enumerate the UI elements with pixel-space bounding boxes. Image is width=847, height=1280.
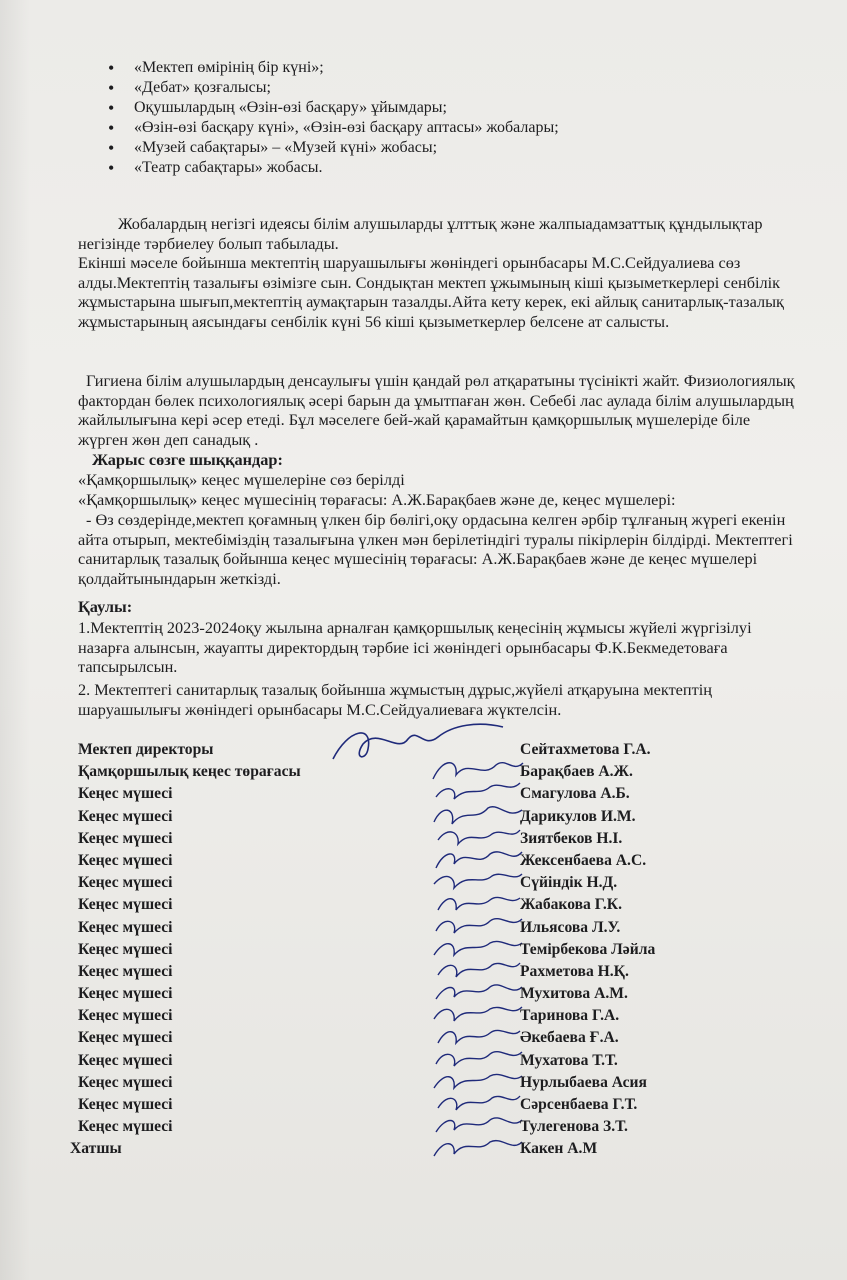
bullet-item: • «Мектеп өмірінің бір күні»; bbox=[108, 58, 559, 78]
signature-name: Смагулова А.Б. bbox=[520, 785, 630, 803]
signature-name: Тулегенова З.Т. bbox=[520, 1118, 628, 1136]
project-bullet-list bbox=[108, 58, 559, 178]
signature-name: Какен А.М bbox=[520, 1140, 598, 1158]
signature-role: Кеңес мүшесі bbox=[78, 829, 173, 847]
handwritten-signature-icon bbox=[428, 1130, 528, 1164]
signature-name: Дарикулов И.М. bbox=[520, 807, 636, 825]
paragraph-projects-idea: Жобалардың негізгі идеясы білім алушыларды ұлттық және жалпыадамзаттық құндылықтар негізінде тәрбиелеу болып табылады. bbox=[78, 214, 763, 253]
signature-role: Кеңес мүшесі bbox=[78, 874, 173, 892]
signature-role: Кеңес мүшесі bbox=[78, 1029, 173, 1047]
signature-name: Мухитова А.М. bbox=[520, 985, 628, 1003]
signature-role: Кеңес мүшесі bbox=[78, 985, 173, 1003]
signature-name: Зиятбеков Н.І. bbox=[520, 829, 623, 847]
paragraph-council-word: «Қамқоршылық» кеңес мүшелеріне сөз берілді bbox=[78, 470, 405, 489]
signature-name: Таринова Г.А. bbox=[520, 1007, 620, 1025]
signature-role: Кеңес мүшесі bbox=[78, 918, 173, 936]
signature-role: Кеңес мүшесі bbox=[78, 962, 173, 980]
signature-name: Темірбекова Ләйла bbox=[520, 940, 656, 958]
signature-table bbox=[70, 741, 778, 1163]
bullet-item: • «Өзін-өзі басқару күні», «Өзін-өзі басқару аптасы» жобалары; bbox=[108, 118, 559, 138]
signature-name: Жексенбаева А.С. bbox=[520, 851, 647, 869]
decision-item-2: 2. Мектептегі санитарлық тазалық бойынша жұмыстың дұрыс,жүйелі атқаруына мектептің шаруашылығы жөніндегі орынбасары М.С.Сейдуалиеваға жүктелсін. bbox=[78, 680, 712, 719]
signature-name: Барақбаев А.Ж. bbox=[520, 763, 633, 781]
bullet-item: • «Театр сабақтары» жобасы. bbox=[108, 158, 559, 178]
paragraph-council-chair: «Қамқоршылық» кеңес мүшесінің төрағасы: А.Ж.Барақбаев және де, кеңес мүшелері: bbox=[78, 490, 676, 509]
signature-role: Мектеп директоры bbox=[78, 741, 214, 758]
signature-role: Қамқоршылық кеңес төрағасы bbox=[78, 763, 301, 781]
decision-item-1: 1.Мектептің 2023-2024оқу жылына арналған қамқоршылық кеңесінің жұмысы жүйелі жүргізілуі назарға алынсын, жауапты директордың тәрбие ісі жөніндегі орынбасары Ф.К.Бекмедетоваға тапсырылсын. bbox=[78, 618, 752, 677]
signature-row bbox=[70, 1140, 778, 1162]
signature-role: Кеңес мүшесі bbox=[78, 896, 173, 914]
decision-heading: Қаулы: bbox=[78, 597, 133, 616]
page-shadow bbox=[0, 0, 30, 1280]
signature-role: Кеңес мүшесі bbox=[78, 785, 173, 803]
signature-name: Рахметова Н.Қ. bbox=[520, 962, 629, 980]
signature-name: Ильясова Л.У. bbox=[520, 918, 621, 936]
signature-role: Кеңес мүшесі bbox=[78, 1118, 173, 1136]
bullet-item: • Оқушылардың «Өзін-өзі басқару» ұйымдары; bbox=[108, 98, 559, 118]
signature-name: Нурлыбаева Асия bbox=[520, 1073, 647, 1091]
signature-role: Кеңес мүшесі bbox=[78, 807, 173, 825]
signature-name: Әкебаева Ғ.А. bbox=[520, 1029, 619, 1047]
signature-role: Хатшы bbox=[70, 1140, 122, 1158]
signature-role: Кеңес мүшесі bbox=[78, 1096, 173, 1113]
paragraph-speeches: - Өз сөздерінде,мектеп қоғамның үлкен бір бөлігі,оқу ордасына келген әрбір тұлғаның жүрегі екенін айта отырып, мектебіміздің тазалығына үлкен мән берілетіндігі туралы пікірлерін білдірді. Мектептегі санитарлық тазалық бойынша кеңес мүшесінің төрағасы: А.Ж.Барақбаев және де кеңес мүшелері қолдайтынындарын жеткізді. bbox=[78, 510, 793, 588]
signature-role: Кеңес мүшесі bbox=[78, 940, 173, 958]
signature-role: Кеңес мүшесі bbox=[78, 1073, 173, 1091]
signature-role: Кеңес мүшесі bbox=[78, 851, 173, 869]
signature-role: Кеңес мүшесі bbox=[78, 1007, 173, 1025]
bullet-item: • «Дебат» қозғалысы; bbox=[108, 78, 559, 98]
speakers-heading: Жарыс сөзге шыққандар: bbox=[92, 450, 283, 469]
bullet-item: • «Музей сабақтары» – «Музей күні» жобасы; bbox=[108, 138, 559, 158]
signature-name: Жабакова Г.К. bbox=[520, 896, 622, 914]
signature-name: Сәрсенбаева Г.Т. bbox=[520, 1096, 638, 1113]
paragraph-second-issue: Екінші мәселе бойынша мектептің шаруашылығы жөніндегі орынбасары М.С.Сейдуалиева сөз алды.Мектептің тазалығы өзімізге сын. Сондықтан мектеп ұжымының кіші қызыметкерлері сенбілік жұмыстарына шығып,мектептің аумақтарын тазалды.Айта кету керек, екі айлық санитарлық-тазалық жұмыстарының аясындағы сенбілік күні 56 кіші қызыметкерлер белсене ат салысты. bbox=[78, 253, 784, 331]
signature-name: Мухатова Т.Т. bbox=[520, 1051, 618, 1069]
paragraph-hygiene: Гигиена білім алушылардың денсаулығы үшін қандай рөл атқаратыны түсінікті жайт. Физиологиялық фактордан бөлек психологиялық әсері барын да ұмытпаған жөн. Себебі лас аулада білім алушылардың жайлылығына кері әсер етеді. Бұл мәселеге бей-жай қарамайтын қамқоршылық мүшелеріде біле жүрген жөн деп санадық . bbox=[78, 371, 795, 449]
signature-name: Сүйіндік Н.Д. bbox=[520, 874, 618, 892]
signature-name: Сейтахметова Г.А. bbox=[520, 741, 651, 758]
signature-role: Кеңес мүшесі bbox=[78, 1051, 173, 1069]
